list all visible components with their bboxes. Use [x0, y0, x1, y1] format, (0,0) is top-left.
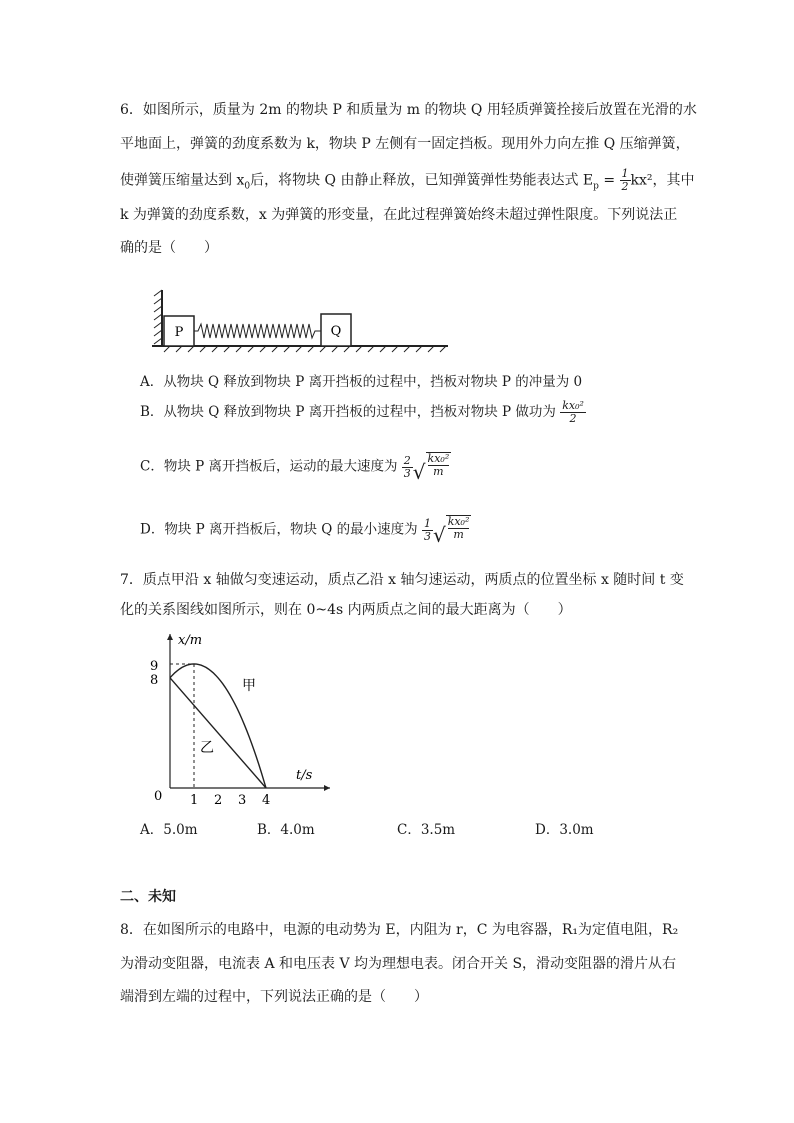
q6-line-2: 平地面上，弹簧的劲度系数为 k，物块 P 左侧有一固定挡板。现用外力向左推 Q 压缩弹簧，: [120, 136, 690, 152]
q7-line-2: 化的关系图线如图所示，则在 0~4s 内两质点之间的最大距离为（ ）: [120, 602, 572, 618]
q7-option-c: C．3.5m: [397, 822, 456, 838]
x-tick-4: 4: [262, 793, 271, 808]
q7-option-a: A．5.0m: [140, 822, 198, 838]
q6-option-d: D．物块 P 离开挡板后，物块 Q 的最小速度为 $\frac{1}{3}$ √ $\frac{\text{kx₀²}}{m}$: [140, 515, 470, 547]
series-yi-line: [170, 678, 266, 788]
q6-option-c: C．物块 P 离开挡板后，运动的最大速度为 $\frac{2}{3}$ √ $\frac{\text{kx₀²}}{m}$: [140, 452, 450, 484]
y-tick-9: 9: [150, 659, 159, 674]
block-p-label: P: [174, 325, 184, 340]
x-tick-3: 3: [238, 793, 247, 808]
q7-option-d: D．3.0m: [535, 822, 594, 838]
series-jia-label: 甲: [242, 678, 256, 694]
q6-line-1: 6．如图所示，质量为 2m 的物块 P 和质量为 m 的物块 Q 用轻质弹簧拴接后放置在光滑的水: [120, 102, 697, 118]
y-tick-8: 8: [150, 673, 159, 688]
q8-line-2: 为滑动变阻器，电流表 A 和电压表 V 均为理想电表。闭合开关 S，滑动变阻器的滑片从右: [120, 956, 677, 972]
xt-graph: [140, 628, 340, 818]
series-yi-label: 乙: [200, 740, 214, 756]
q6-line-3: 使弹簧压缩量达到 $x_0$后，将物块 Q 由静止释放，已知弹簧弹性势能表达式 $E_p$ = $\frac{1}{2}$ kx²，其中: [120, 167, 695, 193]
section-heading: 二、未知: [120, 889, 176, 905]
x-tick-2: 2: [214, 793, 223, 808]
q6-option-b: B．从物块 Q 释放到物块 P 离开挡板的过程中，挡板对物块 P 做功为 $\frac{\text{kx₀²}}{2}$: [140, 399, 584, 425]
x-axis-label: t/s: [296, 768, 313, 783]
q8-line-1: 8．在如图所示的电路中，电源的电动势为 E，内阻为 r，C 为电容器，R₁为定值电阻，R₂: [120, 922, 679, 938]
block-q-label: Q: [330, 324, 342, 339]
origin-label: 0: [154, 789, 163, 804]
q7-option-b: B．4.0m: [257, 822, 315, 838]
q6-line-4: k 为弹簧的劲度系数，x 为弹簧的形变量，在此过程弹簧始终未超过弹性限度。下列说法正: [120, 207, 678, 223]
q6-line-5: 确的是（ ）: [120, 240, 218, 256]
q6-option-a: A．从物块 Q 释放到物块 P 离开挡板的过程中，挡板对物块 P 的冲量为 0: [140, 374, 583, 390]
q7-line-1: 7．质点甲沿 x 轴做匀变速运动，质点乙沿 x 轴匀速运动，两质点的位置坐标 x 随时间 t 变: [120, 572, 684, 588]
spring-block-figure: [148, 286, 453, 354]
spring: [194, 324, 321, 338]
q8-line-3: 端滑到左端的过程中，下列说法正确的是（ ）: [120, 989, 428, 1005]
y-axis-label: x/m: [178, 633, 203, 648]
x-tick-1: 1: [190, 793, 199, 808]
